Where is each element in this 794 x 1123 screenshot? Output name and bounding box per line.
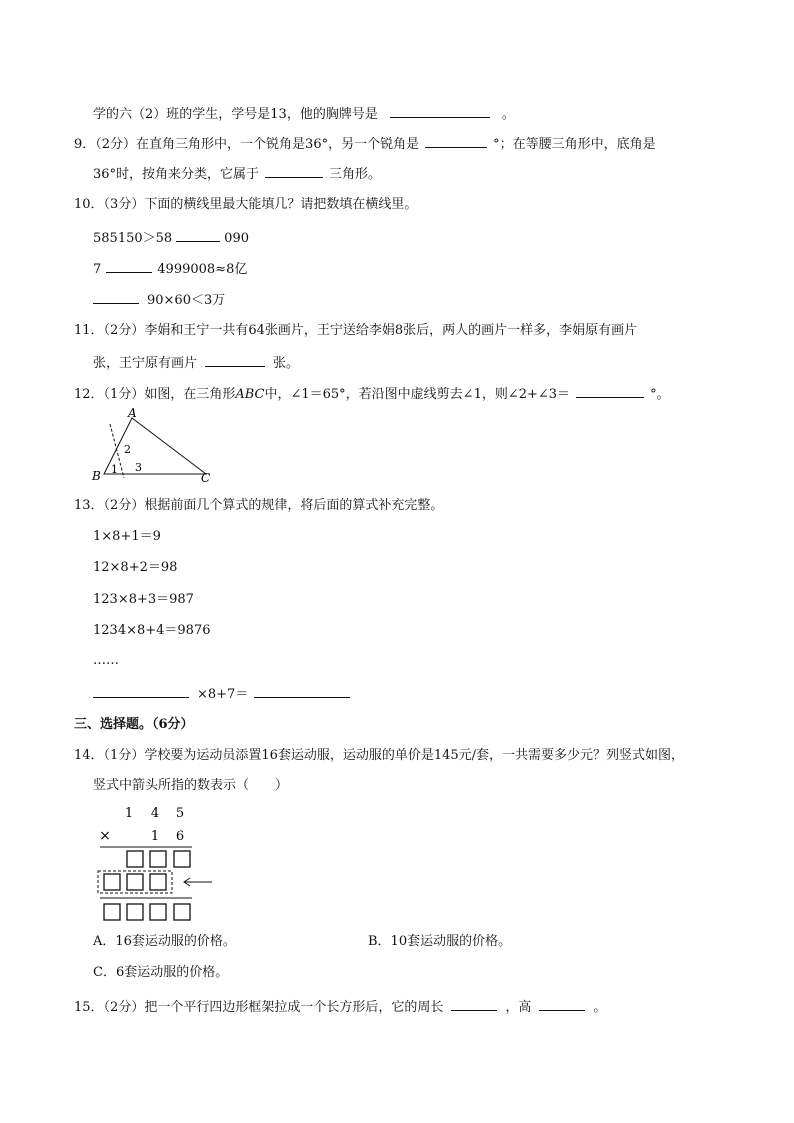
q14-line-2: 竖式中箭头所指的数表示（ ）: [93, 778, 289, 793]
box-r1-1: [127, 851, 143, 867]
q12-line: [74, 384, 670, 404]
q13-eq-2: 12×8+2＝98: [93, 560, 178, 575]
q10-row-3: [93, 290, 225, 310]
q13-last-line: [93, 684, 356, 704]
q9-blank-2[interactable]: [265, 164, 323, 178]
q14-option-b[interactable]: B．10套运动服的价格。: [368, 934, 512, 949]
q13-ellipsis: ……: [93, 653, 119, 668]
q15-line: [74, 997, 606, 1017]
label-angle-3: 3: [135, 461, 142, 474]
q10-blank-1[interactable]: [176, 228, 220, 242]
label-angle-2: 2: [124, 443, 131, 456]
q9-line-2: [93, 164, 381, 184]
q10-r1-text-b: 090: [224, 231, 249, 246]
box-r3-3: [150, 904, 166, 920]
q11-blank-1[interactable]: [205, 353, 265, 367]
q8-answer-blank[interactable]: [390, 104, 490, 118]
q9-text-d: 三角形。: [329, 167, 382, 182]
q9-text-b: °；在等腰三角形中，底角是: [493, 137, 656, 152]
q14-line-1: 14．（1分）学校要为运动员添置16套运动服，运动服的单价是145元/套，一共需要多少元？列竖式如图，: [74, 748, 685, 763]
box-r1-2: [150, 851, 166, 867]
box-r3-2: [127, 904, 143, 920]
q15-text-a: 15．（2分）把一个平行四边形框架拉成一个长方形后，它的周长: [74, 1000, 444, 1015]
q15-blank-2[interactable]: [539, 997, 585, 1011]
box-r2-1: [104, 874, 120, 890]
label-angle-1: 1: [111, 463, 118, 476]
label-a: A: [128, 406, 137, 420]
section-3-heading: 三、选择题。（6分）: [74, 717, 194, 732]
q8-line: [93, 104, 515, 124]
q13-eq-4: 1234×8+4＝9876: [93, 623, 211, 638]
q13-blank-1[interactable]: [93, 684, 189, 698]
q15-text-b: ，高: [505, 1000, 532, 1015]
q14-option-a[interactable]: A．16套运动服的价格。: [93, 934, 236, 949]
q8-end: 。: [501, 107, 515, 122]
q10-r3-text-b: 90×60＜3万: [147, 293, 226, 308]
q11-text-a: 张，王宁原有画片: [93, 356, 198, 371]
digit-m6: 6: [175, 829, 185, 844]
q12-text-c: °。: [650, 387, 670, 402]
q13-eq-1: 1×8+1＝9: [93, 529, 161, 544]
box-r3-4: [174, 904, 190, 920]
q10-row-2: [93, 259, 247, 279]
q8-text: 学的六（2）班的学生，学号是13，他的胸牌号是: [93, 107, 378, 122]
times-sign: ×: [99, 828, 111, 844]
digit-5: 5: [175, 806, 185, 821]
q9-text-c: 36°时，按角来分类，它属于: [93, 167, 260, 182]
q14-vertical-multiplication-figure: [92, 800, 222, 925]
q12-abc: ABC: [235, 387, 265, 402]
digit-m1: 1: [150, 829, 160, 844]
q13-blank-2[interactable]: [254, 684, 350, 698]
box-r2-3: [150, 874, 166, 890]
label-b: B: [92, 469, 101, 483]
q13-eq-3: 123×8+3＝987: [93, 592, 194, 607]
q10-r2-text-b: 4999008≈8亿: [157, 262, 248, 277]
q15-blank-1[interactable]: [451, 997, 497, 1011]
q9-blank-1[interactable]: [425, 134, 487, 148]
q10-blank-3[interactable]: [93, 290, 139, 304]
q10-title: 10．（3分）下面的横线里最大能填几？请把数填在横线里。: [74, 197, 418, 212]
q9-line-1: [74, 134, 656, 154]
triangle-abc: [104, 418, 206, 474]
digit-1: 1: [124, 806, 134, 821]
q13-title: 13．（2分）根据前面几个算式的规律，将后面的算式补充完整。: [74, 498, 444, 513]
q13-last-text: ×8+7＝: [197, 687, 249, 702]
box-r2-2: [127, 874, 143, 890]
q12-text-a: 12．（1分）如图，在三角形: [74, 387, 236, 402]
q11-text-b: 张。: [273, 356, 300, 371]
q12-blank[interactable]: [576, 384, 644, 398]
label-c: C: [201, 471, 211, 484]
q12-triangle-figure: [88, 406, 218, 484]
q10-blank-2[interactable]: [106, 259, 152, 273]
box-r1-3: [174, 851, 190, 867]
q10-r2-text-a: 7: [93, 262, 102, 277]
q12-text-b: 中，∠1＝65°，若沿图中虚线剪去∠1，则∠2+∠3＝: [264, 387, 571, 402]
q11-line-2: [93, 353, 299, 373]
q15-text-c: 。: [593, 1000, 607, 1015]
q11-line-1: 11．（2分）李娟和王宁一共有64张画片，王宁送给李娟8张后，两人的画片一样多，李娟原有画片: [74, 323, 638, 338]
digit-4: 4: [150, 806, 160, 821]
q9-text-a: 9．（2分）在直角三角形中，一个锐角是36°，另一个锐角是: [74, 137, 420, 152]
q14-option-c[interactable]: C．6套运动服的价格。: [93, 965, 229, 980]
box-r3-1: [104, 904, 120, 920]
q10-row-1: [93, 228, 249, 248]
q10-r1-text-a: 585150＞58: [93, 231, 173, 246]
